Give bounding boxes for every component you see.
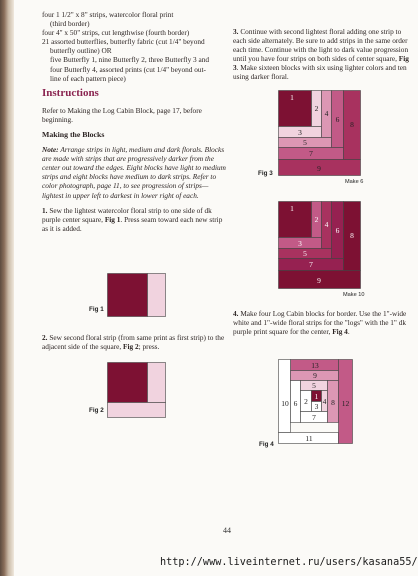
materials-list <box>42 10 228 83</box>
fig1-first-strip <box>148 274 166 317</box>
materials-line: four Butterfly 4, assorted prints (cut 1/4" beyond out- <box>50 64 206 74</box>
note-paragraph <box>42 145 228 200</box>
step-text-rest: . <box>347 327 350 337</box>
fig-ref: Fig 3 <box>233 54 409 73</box>
fig4-num-12: 12 <box>341 399 350 408</box>
fig4-label: Fig 4 <box>259 441 274 448</box>
fig3d-num-2: 2 <box>314 215 319 224</box>
materials-line: butterfly outline) OR <box>50 46 112 56</box>
fig2-first-strip <box>148 363 166 403</box>
step-text: Make four Log Cabin blocks for border. Use the 1"-wide white and 1"-wide floral strips for the "logs" with the 1" dk purple print square for the center, <box>233 309 407 337</box>
step-number: 2. <box>42 333 48 342</box>
step-2 <box>42 333 228 351</box>
fig3-num-5: 5 <box>303 138 307 147</box>
fig3-num-3: 3 <box>298 128 302 137</box>
fig3d-num-1: 1 <box>290 204 294 213</box>
fig3-num-2: 2 <box>314 104 319 113</box>
fig4-num-3: 3 <box>314 402 319 411</box>
fig1-diagram <box>107 273 166 317</box>
page-number: 44 <box>223 526 231 535</box>
step-text: Sew the lightest watercolor floral strip to one side of dk purple center square, <box>42 205 212 224</box>
refer-text: Refer to Making the Log Cabin Block, page 17, before beginning. <box>42 105 202 124</box>
fig4-num-4: 4 <box>322 397 327 406</box>
step-3 <box>233 27 413 82</box>
note-label: Note: <box>42 145 59 155</box>
step-text: Sew second floral strip (from same print as first strip) to the adjacent side of the square, <box>42 333 225 352</box>
book-binding-shadow <box>0 0 14 576</box>
fig3-block-dark <box>278 201 362 290</box>
fig3d-num-9: 9 <box>317 276 321 285</box>
note-text: Arrange strips in light, medium and dark florals. Blocks are made with strips that are progressively darker from the center out toward the edges. Eight blocks have light to medium strips and eight blocks have medium to dark strips. Refer to color photograph, page 11, to see progression of strips—lightest in upper left to darkest in lower right of each. <box>42 145 226 200</box>
fig-ref: Fig 1 <box>104 214 121 224</box>
fig4-num-9: 9 <box>313 371 317 380</box>
step-number: 1. <box>42 205 48 215</box>
fig2-second-strip <box>108 403 166 418</box>
make-6-caption: Make 6 <box>345 179 364 185</box>
step-4 <box>233 309 413 336</box>
materials-line: four 4" x 50" strips, cut lengthwise (fourth border) <box>42 28 190 38</box>
fig4-strip-10 <box>279 360 291 433</box>
step-2-block <box>42 333 228 357</box>
fig4-num-11: 11 <box>305 434 313 443</box>
fig3d-center <box>279 202 312 238</box>
left-column <box>42 10 228 239</box>
fig2-diagram <box>107 362 166 418</box>
fig3d-num-8: 8 <box>350 231 354 240</box>
fig3-num-1: 1 <box>290 93 294 102</box>
fig4-num-8: 8 <box>331 398 335 407</box>
fig4-num-10: 10 <box>281 399 289 408</box>
step-text-rest: . Press seam toward each new strip as it is added. <box>42 214 223 233</box>
make-10-caption: Make 10 <box>343 292 365 298</box>
step-number: 4. <box>233 309 239 318</box>
fig4-num-7: 7 <box>312 413 316 422</box>
materials-line: five Butterfly 1, nine Butterfly 2, three Butterfly 3 and <box>50 55 210 65</box>
fig-ref: Fig 2 <box>123 342 139 352</box>
fig3-center <box>279 91 312 127</box>
footer-url-watermark[interactable]: http://www.liveinternet.ru/users/kasana55/ <box>160 557 418 568</box>
materials-line: line of each pattern piece) <box>50 73 126 83</box>
fig3d-num-4: 4 <box>324 220 329 229</box>
fig4-num-2: 2 <box>304 397 308 406</box>
step-text-rest: ; press. <box>138 342 160 352</box>
fig3d-num-6: 6 <box>335 226 340 235</box>
step-1 <box>42 206 228 233</box>
fig3-label: Fig 3 <box>258 170 273 177</box>
fig3-num-9: 9 <box>317 164 321 173</box>
fig4-num-1: 1 <box>314 392 319 401</box>
fig3d-num-5: 5 <box>303 249 307 258</box>
making-blocks-heading: Making the Blocks <box>42 129 105 139</box>
step-text: Continue with second lightest floral adding one strip to each side alternately. Be sure to add strips in the same order each time. Continue with the light to dark value progression until you have four strips on both sides of center square, <box>233 27 409 64</box>
fig3d-num-7: 7 <box>309 260 313 269</box>
fig3d-num-3: 3 <box>298 239 302 248</box>
fig-ref: Fig 4 <box>332 327 348 337</box>
fig4-num-13: 13 <box>311 361 319 370</box>
fig3-num-7: 7 <box>309 149 313 158</box>
materials-line: (third border) <box>50 19 90 29</box>
instructions-heading: Instructions <box>42 86 99 99</box>
fig1-label: Fig 1 <box>89 306 104 313</box>
fig2-label: Fig 2 <box>89 407 104 414</box>
materials-line: 21 assorted butterflies, butterfly fabric (cut 1/4" beyond <box>42 37 205 47</box>
right-column <box>233 27 413 88</box>
fig4-num-6: 6 <box>293 399 298 408</box>
fig3-num-4: 4 <box>324 109 329 118</box>
materials-line: four 1 1/2" x 8" strips, watercolor floral print <box>42 10 174 19</box>
fig3-num-8: 8 <box>350 120 354 129</box>
step-text-rest: . Make sixteen blocks with six using lighter colors and ten using darker floral. <box>233 63 407 82</box>
fig1-center-square <box>108 274 148 317</box>
step-number: 3. <box>233 27 239 36</box>
fig3-num-6: 6 <box>335 115 340 124</box>
fig4-diagram <box>278 359 363 445</box>
fig4-num-5: 5 <box>312 381 316 390</box>
step-4-block <box>233 309 413 342</box>
fig3-block-light <box>278 90 362 177</box>
fig2-center-square <box>108 363 148 403</box>
